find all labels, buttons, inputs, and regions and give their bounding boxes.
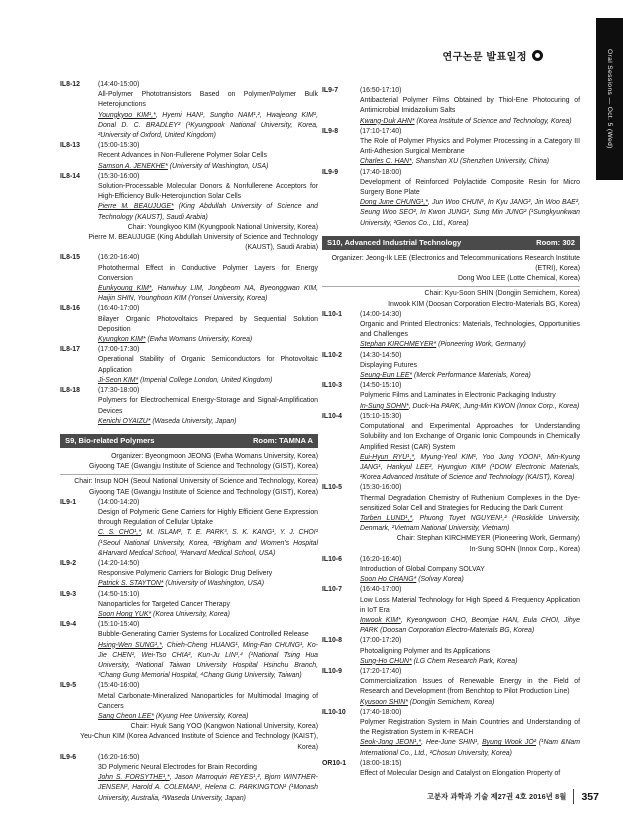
presenting-author: Hsing-Wen SUNG¹,* bbox=[98, 641, 162, 649]
program-column-left bbox=[60, 80, 318, 804]
entry-authors bbox=[98, 284, 318, 304]
entry-code: IL10-5 bbox=[322, 484, 342, 492]
entry-code: IL9-7 bbox=[322, 87, 339, 94]
entry-code: IL10-4 bbox=[322, 412, 342, 420]
entry-authors bbox=[360, 616, 580, 636]
entry-code: IL10-10 bbox=[322, 708, 346, 716]
presenting-author: Kyusoon SHIN* bbox=[360, 698, 408, 706]
entry-title: 3D Polymeric Neural Electrodes for Brain Recording bbox=[98, 764, 257, 771]
chair-line: Yeu-Chun KIM (Korea Advanced Institute of Science and Technology (KAIST), Korea) bbox=[80, 733, 318, 751]
entry-title: Recent Advances in Non-Fullerene Polymer Solar Cells bbox=[98, 152, 267, 160]
session-header-bar bbox=[60, 434, 318, 448]
organizer-line: Organizer: Jeong-Ik LEE (Electronics and Telecommunications Research Institute (ETRI), Korea) bbox=[331, 254, 580, 273]
author-text: , Jason Marroquin REYES¹,², Bjorn WINTHER-JENSEN², Harold A. COLEMAN¹, Helena C. PARKINGTON¹ (¹Monash University, Australia, ²Waseda University, Japan) bbox=[98, 774, 318, 802]
entry-title: Antibacterial Polymer Films Obtained by Thiol-Ene Photocuring of Antimicrobial Imidazolium Salts bbox=[360, 97, 580, 115]
entry-time: (17:00-17:20) bbox=[360, 637, 402, 645]
author-text: (Kyung Hee University, Korea) bbox=[153, 712, 249, 720]
entry-title: Operational Stability of Organic Semiconductors for Photovoltaic Application bbox=[98, 356, 318, 374]
entry-title: Organic and Printed Electronics: Materials, Technologies, Opportunities and Challenges bbox=[360, 321, 580, 339]
author-text: (Korea Institute of Science and Technology, Korea) bbox=[414, 117, 572, 125]
organizer-line: Dong Woo LEE (Lotte Chemical, Korea) bbox=[457, 275, 580, 283]
entry-title: Displaying Futures bbox=[360, 361, 418, 369]
presenting-author: Kwang-Duk AHN* bbox=[360, 117, 415, 125]
program-entry bbox=[60, 590, 318, 621]
page-header-title: 연구논문 발표일정 bbox=[442, 52, 527, 63]
entry-time: (17:10-17:40) bbox=[360, 127, 402, 135]
author-text: (Dongjin Semichem, Korea) bbox=[407, 698, 495, 706]
entry-time: (15:40-16:00) bbox=[98, 682, 140, 690]
entry-authors bbox=[98, 111, 318, 142]
program-entry bbox=[322, 127, 580, 168]
entry-title: Polymer Registration System in Main Countries and Understanding of the Registration System in K-REACH bbox=[360, 718, 580, 737]
program-entry bbox=[60, 141, 318, 172]
organizer-chair-divider bbox=[322, 286, 580, 287]
presenting-author: John S. FORSYTHE¹,* bbox=[98, 774, 170, 782]
entry-authors bbox=[360, 657, 580, 667]
entry-title: Polymers for Electrochemical Energy-Storage and Signal-Amplification Devices bbox=[98, 397, 318, 415]
entry-title: Photoaligning Polymer and Its Applications bbox=[360, 647, 491, 655]
entry-authors bbox=[360, 402, 580, 412]
chair-line: Chair: Kyu-Soon SHIN (Dongjin Semichem, Korea) bbox=[424, 290, 580, 298]
author-text: (Solvay Korea) bbox=[416, 576, 464, 584]
entry-time: (17:40-18:00) bbox=[360, 708, 402, 716]
journal-title: 고분자 과학과 기술 제27권 4호 2016년 8월 bbox=[426, 791, 567, 801]
entry-authors bbox=[98, 579, 318, 589]
author-text: (Ewha Womans University, Korea) bbox=[145, 336, 253, 344]
author-text: (Pioneering Work, Germany) bbox=[436, 341, 526, 349]
entry-code: IL10-2 bbox=[322, 351, 342, 359]
entry-time: (16:40-17:00) bbox=[360, 586, 402, 594]
organizer-block bbox=[60, 452, 318, 472]
entry-authors bbox=[98, 773, 318, 804]
organizer-block bbox=[322, 254, 580, 285]
chair-line: Chair: Stephan KIRCHMEYER (Pioneering Work, Germany) bbox=[396, 535, 580, 543]
entry-time: (16:20-16:40) bbox=[98, 254, 140, 262]
program-entry bbox=[322, 585, 580, 636]
author-text: , Phuong Tuyet NGUYEN¹,² (¹Roskilde University, Denmark, ²Vietnam National University, Vietnam) bbox=[360, 514, 580, 533]
entry-time: (17:40-18:00) bbox=[360, 168, 402, 176]
entry-time: (18:00-18:15) bbox=[360, 759, 402, 767]
author-text: (Imperial College London, United Kingdom) bbox=[138, 376, 273, 384]
author-text: , Jun Woo CHUN¹, In Kyu JANG², Jin Woo BAE², Seung Woo SEO², In Kwon JUNG², Sung Min JUNG² (¹Sungkyunkwan University, ²Genos Co., Ltd., Korea) bbox=[360, 199, 580, 227]
entry-authors bbox=[98, 202, 318, 222]
entry-title: Low Loss Material Technology for High Speed & Frequency Application in IoT Era bbox=[360, 596, 580, 614]
presenting-author: Dong June CHUNG¹,* bbox=[360, 199, 428, 207]
program-entry bbox=[322, 667, 580, 708]
author-text: , Shanshan XU (Shenzhen University, China) bbox=[411, 158, 550, 166]
entry-code: IL10-7 bbox=[322, 586, 342, 594]
author-text: , Duck-Ha PARK, Jung-Min KWON (Innox Corp., Korea) bbox=[408, 402, 580, 410]
presenting-author: Eunkyoung KIM* bbox=[98, 285, 152, 293]
organizer-chair-divider bbox=[60, 474, 318, 475]
section-bullet-icon bbox=[532, 50, 543, 61]
author-text: (Merck Performance Materials, Korea) bbox=[412, 372, 531, 380]
presenting-author: In-Sung SOHN* bbox=[360, 402, 409, 410]
entry-time: (14:50-15:10) bbox=[98, 590, 140, 598]
presenting-author: Byung Wook JO² bbox=[482, 739, 537, 747]
entry-time: (14:30-14:50) bbox=[360, 351, 402, 359]
entry-time: (15:30-16:00) bbox=[98, 172, 140, 180]
entry-code: OR10-1 bbox=[322, 759, 347, 767]
session-header-bar bbox=[322, 236, 580, 250]
presenting-author: Patrick S. STAYTON* bbox=[98, 580, 164, 588]
program-entry bbox=[322, 759, 580, 779]
entry-title: Thermal Degradation Chemistry of Ruthenium Complexes in the Dye-sensitized Solar Cell and Strategies for Reducing the Dark Current bbox=[360, 494, 580, 512]
entry-authors bbox=[360, 157, 580, 167]
entry-authors bbox=[360, 514, 580, 534]
entry-title: Commercialization Issues of Renewable Energy in the Field of Research and Development (from Benchtop to Pilot Production Line) bbox=[360, 678, 580, 696]
entry-code: IL8-13 bbox=[60, 142, 80, 150]
page-number: 357 bbox=[581, 790, 599, 803]
chair-block bbox=[322, 289, 580, 309]
program-entry bbox=[322, 310, 580, 351]
entry-code: IL8-14 bbox=[60, 172, 80, 180]
entry-title: Computational and Experimental Approaches for Understanding Solubility and Ion Exchange of Organic Ionic Compounds in Chemically Amplified Resist (CAR) System bbox=[360, 423, 580, 451]
presenting-author: Sang Cheon LEE* bbox=[98, 712, 154, 720]
entry-code: IL8-17 bbox=[60, 346, 80, 354]
entry-time: (17:00-17:30) bbox=[98, 346, 140, 354]
author-text: , Myung-Yeol KIM¹, Yoo Jung YOON¹, Min-Kyung JANG¹, Hankyul LEE², Hyungjun KIM² (¹DOW Electronic Materials, ²Korea Advanced Institute of Science and Technology (KAIST), Korea) bbox=[360, 453, 581, 482]
program-entry bbox=[60, 80, 318, 141]
entry-title: Bilayer Organic Photovoltaics Prepared by Sequential Solution Deposition bbox=[98, 315, 318, 333]
program-entry bbox=[60, 253, 318, 304]
entry-authors bbox=[360, 117, 580, 127]
chair-line: In-Sung SOHN (Innox Corp., Korea) bbox=[469, 545, 580, 553]
presenting-author: Stephan KIRCHMEYER* bbox=[360, 341, 437, 349]
presenting-author: Eui-Hyun RYU¹,* bbox=[360, 453, 415, 461]
entry-time: (15:00-15:30) bbox=[98, 142, 140, 150]
program-entry bbox=[322, 708, 580, 759]
entry-code: IL9-1 bbox=[60, 498, 77, 506]
program-entry bbox=[60, 304, 318, 345]
chair-line: Chair: Insup NOH (Seoul National University of Science and Technology, Korea) bbox=[74, 478, 318, 486]
entry-authors bbox=[98, 417, 318, 427]
entry-title: Photothermal Effect in Conductive Polymer Layers for Energy Conversion bbox=[98, 264, 318, 282]
chair-line: Chair: Youngkyoo KIM (Kyungpook National University, Korea) bbox=[127, 223, 318, 231]
chair-block bbox=[60, 722, 318, 753]
entry-title: Metal Carbonate-Mineralized Nanoparticles for Multimodal Imaging of Cancers bbox=[98, 692, 318, 710]
entry-time: (17:20-17:40) bbox=[360, 667, 402, 675]
entry-title: Responsive Polymeric Carriers for Biologic Drug Delivery bbox=[98, 570, 273, 578]
entry-time: (16:20-16:50) bbox=[98, 753, 140, 761]
entry-time: (16:40-17:00) bbox=[98, 305, 140, 313]
chair-block bbox=[60, 477, 318, 497]
entry-title: All-Polymer Phototransistors Based on Polymer/Polymer Bulk Heterojunctions bbox=[98, 91, 318, 109]
organizer-line: Organizer: Byeongmoon JEONG (Ewha Womans University, Korea) bbox=[111, 452, 318, 460]
author-text: , Kyeongwoon CHO, Beomjae HAN, Eula CHOI, Jihye PARK (Doosan Corporation Electro-Materials BG, Korea) bbox=[360, 616, 580, 635]
entry-code: IL10-3 bbox=[322, 382, 342, 390]
presenting-author: Sung-Ho CHUN* bbox=[360, 657, 412, 665]
program-entry bbox=[322, 412, 580, 483]
entry-authors bbox=[98, 610, 318, 620]
program-entry bbox=[322, 168, 580, 229]
author-text: , Chieh-Cheng HUANG¹, Ming-Fan CHUNG¹, Ko-Jie CHEN¹, Wei-Tso CHIA², Kun-Ju LIN³,⁴ (¹National Tsing Hua University, ²National Taiwan University Hospital Hsinchu Branch, ³Chang Gung Memorial Hospital, ⁴Chang Gung University, Taiwan) bbox=[98, 641, 318, 680]
program-entry bbox=[60, 559, 318, 590]
chair-line: Giyoong TAE (Gwangju Institute of Science and Technology (GIST), Korea) bbox=[88, 488, 318, 496]
presenting-author: Soon Hong YUK* bbox=[98, 610, 152, 618]
entry-code: IL9-4 bbox=[60, 621, 77, 629]
chair-line: Chair: Hyuk Sang YOO (Kangwon National University, Korea) bbox=[130, 723, 318, 731]
entry-title: Solution-Processable Molecular Donors & Nonfullerene Acceptors for High-Efficiency Bulk-Heterojunction Solar Cells bbox=[98, 183, 318, 201]
presenting-author: C. S. CHO¹,* bbox=[98, 529, 142, 537]
program-entry bbox=[60, 498, 318, 559]
program-entry bbox=[322, 636, 580, 667]
entry-time: (14:50-15:10) bbox=[360, 382, 402, 390]
entry-code: IL8-12 bbox=[60, 81, 80, 88]
presenting-author: Youngkyoo KIM¹,* bbox=[98, 111, 156, 119]
chair-block bbox=[322, 534, 580, 554]
session-room: Room: 302 bbox=[536, 237, 575, 247]
program-entry bbox=[322, 483, 580, 534]
chair-line: Pierre M. BEAUJUGE (King Abdullah University of Science and Technology (KAUST), Saudi Arabia) bbox=[88, 234, 318, 252]
presenting-author: Pierre M. BEAUJUGE* bbox=[98, 203, 174, 211]
entry-authors bbox=[360, 698, 580, 708]
presenting-author: Charles C. HAN* bbox=[360, 158, 412, 166]
presenting-author: Ji-Seon KIM* bbox=[98, 376, 139, 384]
entry-code: IL10-9 bbox=[322, 667, 342, 675]
entry-authors bbox=[360, 453, 580, 484]
entry-time: (17:30-18:00) bbox=[98, 387, 140, 395]
entry-authors bbox=[360, 738, 580, 758]
entry-time: (16:50-17:10) bbox=[360, 87, 402, 94]
presenting-author: Soon Ho CHANG* bbox=[360, 576, 417, 584]
entry-code: IL8-16 bbox=[60, 305, 80, 313]
chair-block bbox=[60, 223, 318, 254]
entry-code: IL10-8 bbox=[322, 637, 342, 645]
program-entry bbox=[60, 753, 318, 804]
program-entry bbox=[60, 345, 318, 386]
author-text: , Hee-June SHIN¹, bbox=[421, 739, 483, 747]
entry-code: IL10-1 bbox=[322, 310, 342, 318]
entry-code: IL9-5 bbox=[60, 682, 77, 690]
entry-code: IL9-6 bbox=[60, 753, 77, 761]
footer-divider bbox=[573, 789, 574, 804]
entry-authors bbox=[360, 575, 580, 585]
entry-authors bbox=[98, 528, 318, 559]
author-text: (University of Washington, USA) bbox=[167, 162, 269, 170]
entry-code: IL9-9 bbox=[322, 168, 339, 176]
entry-time: (14:00-14:30) bbox=[360, 310, 402, 318]
presenting-author: Inwook KIM* bbox=[360, 616, 401, 624]
page-header bbox=[442, 48, 543, 63]
entry-code: IL8-15 bbox=[60, 254, 80, 262]
entry-time: (15:10-15:40) bbox=[98, 621, 140, 629]
presenting-author: Kyungkon KIM* bbox=[98, 336, 146, 344]
author-text: (Waseda University, Japan) bbox=[150, 417, 237, 425]
entry-code: IL9-8 bbox=[322, 127, 339, 135]
program-entry bbox=[60, 681, 318, 722]
presenting-author: Seok-Jong JEON¹,* bbox=[360, 739, 422, 747]
author-text: (¹Nam &Nam International Co., Ltd., ²Chosun University, Korea) bbox=[360, 739, 580, 757]
author-text: (LG Chem Research Park, Korea) bbox=[411, 657, 518, 665]
entry-authors bbox=[98, 335, 318, 345]
presenting-author: Torben LUND¹,* bbox=[360, 514, 413, 522]
entry-authors bbox=[98, 376, 318, 386]
presenting-author: Samson A. JENEKHE* bbox=[98, 162, 168, 170]
program-entry bbox=[322, 351, 580, 382]
entry-authors bbox=[98, 641, 318, 682]
author-text: , Hanwhuy LIM, Jongbeom NA, Byeonggwan KIM, Haijin SHIN, Younghoon KIM (Yonsei University, Korea) bbox=[98, 285, 319, 303]
entry-time: (14:20-14:50) bbox=[98, 559, 140, 567]
entry-authors bbox=[360, 371, 580, 381]
program-entry bbox=[60, 620, 318, 681]
entry-title: Effect of Molecular Design and Catalyst on Elongation Property of bbox=[360, 770, 561, 777]
entry-title: Nanoparticles for Targeted Cancer Therapy bbox=[98, 600, 230, 608]
entry-title: The Role of Polymer Physics and Polymer Processing in a Category III Anti-Adhesion Surgical Membrane bbox=[360, 138, 580, 156]
program-column-right bbox=[322, 86, 580, 779]
entry-time: (15:10-15:30) bbox=[360, 412, 402, 420]
session-title: S10, Advanced Industrial Technology bbox=[327, 237, 462, 247]
author-text: (University of Washington, USA) bbox=[163, 580, 265, 588]
entry-title: Design of Polymeric Gene Carriers for Highly Efficient Gene Expression through Regulation of Cellular Uptake bbox=[98, 508, 318, 527]
entry-time: (16:20-16:40) bbox=[360, 555, 402, 563]
side-tab-label: Oral Sessions — Oct. 5 (Wed) bbox=[606, 49, 613, 149]
chair-line: Inwook KIM (Doosan Corporation Electro-Materials BG, Korea) bbox=[388, 300, 580, 308]
organizer-line: Giyoong TAE (Gwangju Institute of Science and Technology (GIST), Korea) bbox=[88, 463, 318, 471]
entry-code: IL8-18 bbox=[60, 387, 80, 395]
author-text: (Korea University, Korea) bbox=[151, 610, 230, 618]
program-entry bbox=[322, 555, 580, 586]
presenting-author: Kenichi OYAIZU* bbox=[98, 417, 151, 425]
entry-code: IL10-6 bbox=[322, 555, 342, 563]
entry-title: Development of Reinforced Polylactide Composite Resin for Micro Surgery Bone Plate bbox=[360, 178, 580, 197]
entry-title: Introduction of Global Company SOLVAY bbox=[360, 565, 485, 573]
entry-code: IL9-2 bbox=[60, 559, 77, 567]
program-entry bbox=[60, 386, 318, 427]
entry-authors bbox=[360, 340, 580, 350]
entry-authors bbox=[98, 712, 318, 722]
entry-authors bbox=[360, 198, 580, 229]
entry-time: (14:40-15:00) bbox=[98, 81, 140, 88]
session-title: S9, Bio-related Polymers bbox=[65, 435, 155, 445]
author-text: (King Abdullah University of Science and Technology (KAUST), Saudi Arabia) bbox=[98, 203, 318, 221]
page-footer bbox=[427, 789, 599, 804]
program-entry bbox=[322, 86, 580, 127]
entry-time: (15:30-16:00) bbox=[360, 484, 402, 492]
entry-title: Polymeric Films and Laminates in Electronic Packaging Industry bbox=[360, 392, 556, 400]
entry-time: (14:00-14:20) bbox=[98, 498, 140, 506]
side-tab-oral-sessions bbox=[596, 18, 623, 180]
author-text: , Hyemi HAN¹, Sungho NAM¹,², Hwajeong KIM¹, Donal D. C. BRADLEY² (¹Kyungpook National University, Korea, ²University of Oxford, United Kingdom) bbox=[98, 111, 318, 140]
presenting-author: Seung-Eun LEE* bbox=[360, 372, 413, 380]
entry-title: Bubble-Generating Carrier Systems for Localized Controlled Release bbox=[98, 631, 309, 639]
entry-authors bbox=[98, 162, 318, 172]
program-entry bbox=[322, 381, 580, 412]
program-entry bbox=[60, 172, 318, 223]
session-room: Room: TAMNA A bbox=[252, 435, 313, 445]
entry-code: IL9-3 bbox=[60, 590, 77, 598]
author-text: , M. ISLAM², T. E. PARK³, S. K. KANG¹, Y. J. CHOI¹ (¹Seoul National University, Korea, ²Brigham and Women's Hospital &Harvard Medical School, ³Harvard Medical School, USA) bbox=[98, 529, 319, 557]
